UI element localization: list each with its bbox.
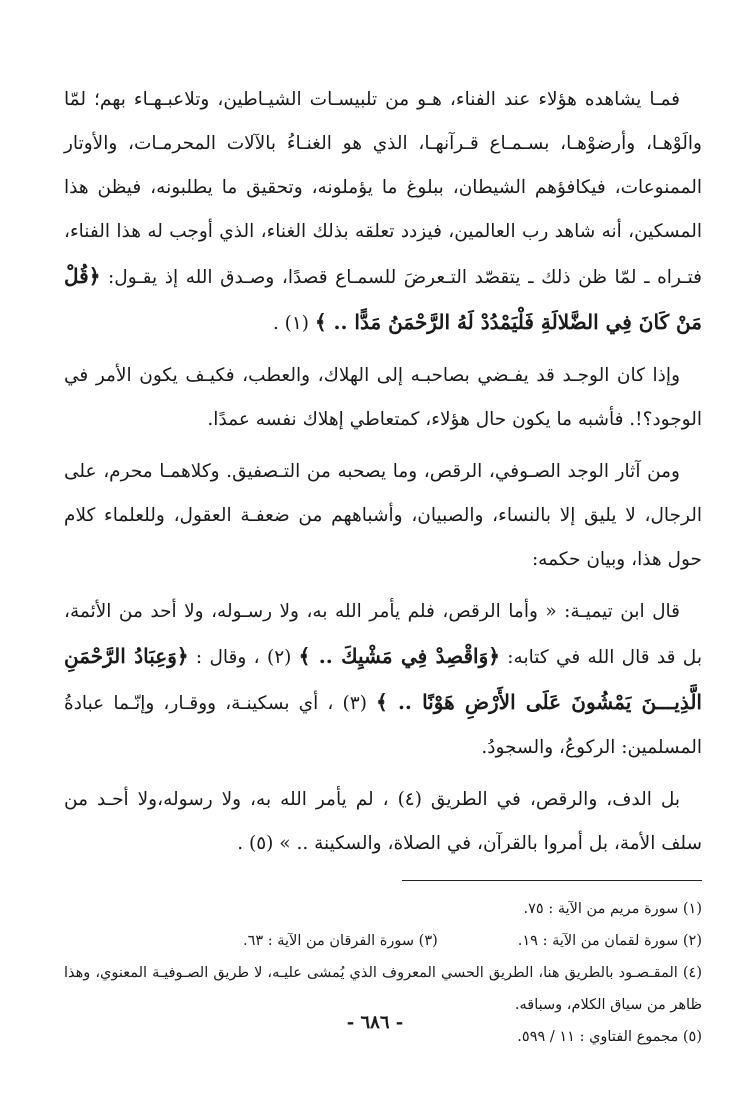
footnote-row-2-3 — [64, 925, 702, 957]
page-body — [64, 78, 702, 1098]
quran-quote-maryam: ﴿قُلْ مَنْ كَانَ فِي الضَّلالَةِ فَلْيَمْدُدْ لَهُ الرَّحْمَنُ مَدًّا .. ﴾ — [64, 264, 702, 334]
paragraph-5: بل الدف، والرقص، في الطريق (٤) ، لم يأمر الله به، ولا رسوله،ولا أحـد من سلف الأمة، بل أمروا بالقرآن، في الصلاة، والسكينة .. » (٥) . — [64, 789, 702, 854]
footnote-3: (٣) سورة الفرقان من الآية : ٦٣. — [242, 933, 438, 949]
paragraph-4-text-1: قال ابن تيميـة: « وأما الرقص، فلم يأمر الله به، ولا رسـوله، ولا أحد من الأئمة، بل قد قال الله في كتابه: — [64, 601, 702, 668]
paragraph-1-text: فمـا يشاهده هؤلاء عند الفناء، هـو من تلبيسـات الشيـاطين، وتلاعبـهـاء بهم؛ لمّا والَوْهـا، وأرضوْهـا، بسـمـاع قـرآنهـا، الذي هو الغنـاءُ بالآلات المحرمـات، والأوتار الممنوعات، فيكافؤهم الشيطان، ببلوغ ما يؤملونه، وتحقيق ما يطلبونه، فيظن هذا المسكين، أنه شاهد رب العالمين، فيزدد تعلقه بذلك الغناء، الذي أوجب له هذا الفناء، فتـراه ـ لمّا ظن ذلك ـ يتقصّد التـعرضَ للسمـاع قصدًا، وصـدق الله إذ يقـول: — [64, 89, 702, 288]
paragraph-4-text-2: (٢) ، وقال : — [188, 647, 299, 668]
footnote-1: (١) سورة مريم من الآية : ٧٥. — [523, 901, 702, 917]
paragraph-4 — [64, 590, 702, 770]
quran-quote-luqman: ﴿وَاقْصِدْ فِي مَشْيِكَ .. ﴾ — [298, 644, 500, 668]
paragraph-3: ومن آثار الوجد الصـوفي، الرقص، وما يصحبه من التـصفيق. وكلاهمـا محرم، على الرجال، لا يليق إلا بالنساء، والصبيان، وأشباههم من ضعفـة العقول، وللعلماء كلام حول هذا، وبيان حكمه: — [64, 461, 702, 570]
paragraph-2: وإذا كان الوجـد قد يفـضي بصاحبـه إلى الهلاك، والعطب، فكيـف يكون الأمر في الوجود؟!. فأشبه ما يكون حال هؤلاء، كمتعاطي إهلاك نفسه عمدًا. — [64, 365, 702, 430]
paragraph-1 — [64, 78, 702, 346]
paragraph-4-text-3: (٣) ، أي بسكينـة، ووقـار، وإنّـما عبادةُ المسلمين: الركوعُ، والسجودُ. — [64, 693, 702, 758]
page-number: - ٦٨٦ - — [346, 1012, 404, 1033]
footnote-4: (٤) المقـصـود بالطريق هنا، الطريق الحسي المعروف الذي يُمشى عليـه، لا طريق الصـوفيـة المعنوي، وهذا ظاهر من سياق الكلام، وسباقه. — [64, 965, 702, 1013]
paragraph-1-ref: (١) . — [272, 313, 315, 334]
quran-quote-furqan: ﴿وَعِبَادُ الرَّحْمَنِ الَّذِيـــنَ يَمْشُونَ عَلَى الأَرْضِ هَوْنًا .. ﴾ — [64, 644, 702, 714]
footnote-5: (٥) مجموع الفتاوي : ١١ / ٥٩٩. — [517, 1029, 702, 1045]
footnote-2: (٢) سورة لقمان من الآية : ١٩. — [517, 933, 702, 949]
footnote-separator — [402, 880, 702, 881]
